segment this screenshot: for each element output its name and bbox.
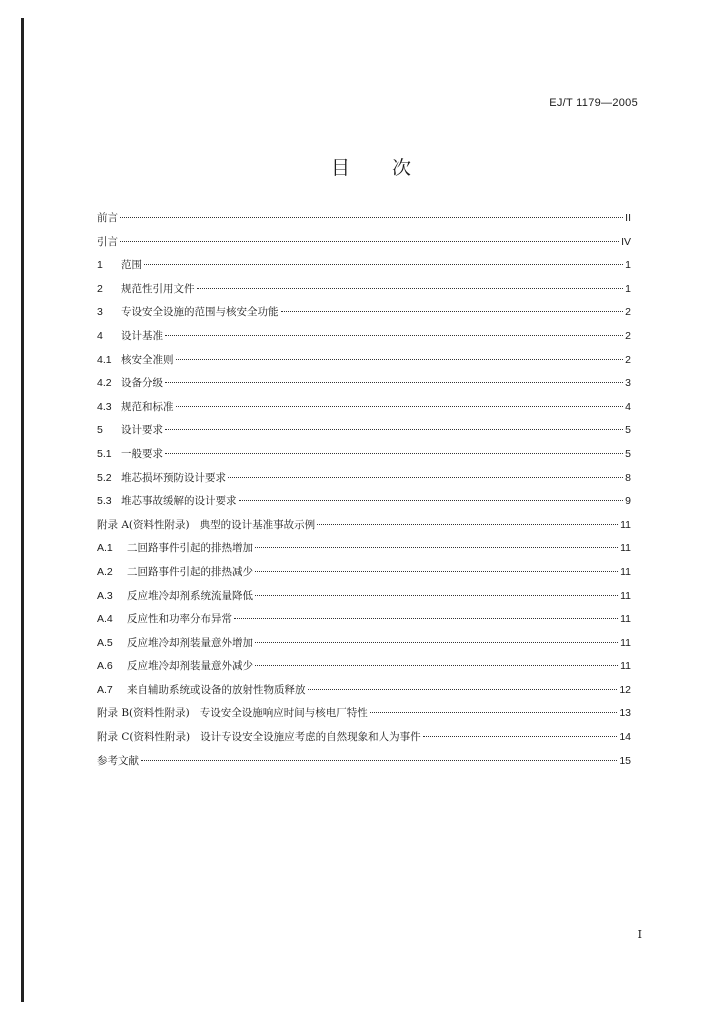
toc-entry-page: 14	[619, 731, 631, 744]
toc-entry-page: 11	[620, 518, 631, 531]
toc-entry-text: 专设安全设施的范围与核安全功能	[121, 306, 279, 319]
toc-entry-page: II	[625, 212, 631, 224]
toc-entry[interactable]	[97, 231, 631, 255]
toc-entry-number: A.3	[97, 589, 113, 602]
toc-entry-text: 来自辅助系统或设备的放射性物质释放	[127, 683, 306, 696]
toc-entry-text: 反应堆冷却剂系统流量降低	[127, 589, 253, 602]
toc-entry[interactable]	[97, 467, 631, 491]
toc-entry[interactable]	[97, 254, 631, 278]
toc-dot-leader	[120, 241, 619, 242]
toc-dot-leader	[176, 406, 624, 407]
toc-entry[interactable]	[97, 325, 631, 349]
toc-dot-leader	[370, 712, 618, 713]
toc-dot-leader	[281, 311, 624, 312]
toc-entry-page: 9	[625, 495, 631, 508]
toc-entry[interactable]	[97, 632, 631, 656]
toc-entry-label	[97, 608, 232, 632]
toc-entry[interactable]	[97, 207, 631, 231]
toc-entry[interactable]	[97, 585, 631, 609]
toc-entry-number: 5.1	[97, 447, 112, 460]
toc-entry-page: 2	[625, 306, 631, 319]
toc-entry-page: 13	[619, 707, 631, 720]
toc-entry-number: 1	[97, 259, 103, 272]
toc-entry-text: 反应堆冷却剂装量意外减少	[127, 660, 253, 673]
toc-entry-label	[97, 726, 421, 750]
toc-entry-text: 二回路事件引起的排热增加	[127, 542, 253, 555]
toc-entry-text: 核安全准则	[121, 353, 174, 366]
toc-entry-label	[97, 278, 195, 302]
toc-dot-leader	[317, 524, 618, 525]
toc-entry-label	[97, 702, 368, 726]
toc-entry-text: 堆芯损坏预防设计要求	[121, 471, 226, 484]
toc-entry-label	[97, 750, 139, 774]
toc-entry-text: 参考文献	[97, 754, 139, 767]
toc-entry-number: 4.3	[97, 400, 112, 413]
toc-dot-leader	[197, 288, 624, 289]
toc-entry-page: 1	[625, 259, 631, 272]
toc-entry-label	[97, 561, 253, 585]
toc-entry[interactable]	[97, 561, 631, 585]
toc-entry-page: 2	[625, 353, 631, 366]
toc-entry-text: 范围	[121, 259, 142, 272]
toc-entry-number: 4.1	[97, 353, 112, 366]
toc-entry-label	[97, 419, 163, 443]
toc-entry-label	[97, 537, 253, 561]
toc-entry-page: 11	[620, 613, 631, 626]
toc-entry-text: 设计要求	[121, 424, 163, 437]
toc-entry[interactable]	[97, 514, 631, 538]
toc-entry-label	[97, 514, 315, 538]
toc-entry[interactable]	[97, 419, 631, 443]
toc-dot-leader	[165, 429, 623, 430]
toc-entry-page: 5	[625, 424, 631, 437]
toc-entry-label	[97, 443, 163, 467]
document-code: EJ/T 1179—2005	[549, 97, 638, 109]
toc-entry-number: 2	[97, 282, 103, 295]
toc-entry-page: 11	[620, 660, 631, 673]
toc-entry[interactable]	[97, 750, 631, 774]
toc-entry[interactable]	[97, 490, 631, 514]
page-number: I	[637, 928, 642, 941]
toc-entry-page: 5	[625, 447, 631, 460]
toc-entry-number: 5	[97, 424, 103, 437]
toc-entry-number: 5.3	[97, 495, 112, 508]
toc-entry-text: 堆芯事故缓解的设计要求	[121, 495, 237, 508]
toc-entry-text: 前言	[97, 212, 118, 224]
toc-entry[interactable]	[97, 537, 631, 561]
table-of-contents	[97, 207, 631, 773]
toc-entry[interactable]	[97, 655, 631, 679]
toc-entry-text: 二回路事件引起的排热减少	[127, 565, 253, 578]
toc-entry-text: 一般要求	[121, 447, 163, 460]
toc-entry[interactable]	[97, 396, 631, 420]
toc-entry[interactable]	[97, 278, 631, 302]
toc-entry-text: 附录 A(资料性附录) 典型的设计基准事故示例	[97, 518, 316, 531]
toc-entry-text: 反应堆冷却剂装量意外增加	[127, 636, 253, 649]
toc-entry-page: 3	[625, 377, 631, 390]
toc-entry-label	[97, 655, 253, 679]
toc-entry-label	[97, 396, 174, 420]
toc-entry-number: A.1	[97, 542, 113, 555]
toc-entry-label	[97, 207, 118, 231]
toc-entry-label	[97, 490, 237, 514]
toc-dot-leader	[255, 595, 618, 596]
toc-entry-label	[97, 679, 306, 703]
toc-entry-number: 4	[97, 329, 103, 342]
toc-entry-number: 5.2	[97, 471, 112, 484]
toc-entry-label	[97, 585, 253, 609]
toc-entry-page: 1	[625, 282, 631, 295]
toc-entry[interactable]	[97, 349, 631, 373]
toc-dot-leader	[255, 547, 618, 548]
toc-entry-page: 12	[619, 683, 631, 696]
toc-entry-page: 4	[625, 400, 631, 413]
toc-dot-leader	[423, 736, 618, 737]
toc-entry[interactable]	[97, 702, 631, 726]
toc-dot-leader	[176, 359, 624, 360]
toc-entry-page: 11	[620, 542, 631, 555]
toc-entry[interactable]	[97, 726, 631, 750]
toc-dot-leader	[165, 453, 623, 454]
toc-entry-number: A.2	[97, 565, 113, 578]
toc-entry[interactable]	[97, 301, 631, 325]
toc-dot-leader	[255, 665, 618, 666]
toc-entry[interactable]	[97, 679, 631, 703]
toc-entry-page: 11	[620, 589, 631, 602]
toc-dot-leader	[120, 217, 623, 218]
toc-entry[interactable]	[97, 608, 631, 632]
toc-entry-text: 规范和标准	[121, 400, 174, 413]
toc-dot-leader	[255, 642, 618, 643]
toc-entry-label	[97, 231, 118, 255]
toc-dot-leader	[234, 618, 618, 619]
page-title: 目 次	[330, 157, 430, 179]
toc-dot-leader	[308, 689, 618, 690]
toc-entry-label	[97, 325, 163, 349]
toc-entry-text: 反应性和功率分布异常	[127, 613, 232, 626]
toc-entry-page: 11	[620, 565, 631, 578]
toc-dot-leader	[141, 760, 617, 761]
toc-entry-label	[97, 467, 226, 491]
toc-entry-text: 引言	[97, 235, 118, 248]
toc-dot-leader	[255, 571, 618, 572]
toc-dot-leader	[144, 264, 623, 265]
toc-entry-page: 11	[620, 636, 631, 649]
toc-entry-text: 规范性引用文件	[121, 282, 195, 295]
toc-entry-page: 2	[625, 329, 631, 342]
toc-dot-leader	[228, 477, 623, 478]
toc-entry-label	[97, 254, 142, 278]
toc-entry-number: 4.2	[97, 377, 112, 390]
toc-entry-number: A.7	[97, 683, 113, 696]
toc-entry-label	[97, 349, 174, 373]
toc-entry-page: 8	[625, 471, 631, 484]
toc-entry-text: 附录 C(资料性附录) 设计专设安全设施应考虑的自然现象和人为事件	[97, 731, 421, 744]
toc-entry-number: A.4	[97, 613, 113, 626]
toc-entry-page: IV	[621, 235, 631, 248]
toc-entry-number: A.5	[97, 636, 113, 649]
toc-dot-leader	[165, 335, 623, 336]
toc-entry-text: 附录 B(资料性附录) 专设安全设施响应时间与核电厂特性	[97, 707, 368, 720]
toc-entry[interactable]	[97, 443, 631, 467]
toc-entry-text: 设计基准	[121, 329, 163, 342]
toc-entry-label	[97, 372, 163, 396]
toc-entry-text: 设备分级	[121, 377, 163, 390]
toc-dot-leader	[239, 500, 624, 501]
toc-dot-leader	[165, 382, 623, 383]
toc-entry-label	[97, 301, 279, 325]
toc-entry[interactable]	[97, 372, 631, 396]
toc-entry-page: 15	[619, 754, 631, 767]
toc-entry-label	[97, 632, 253, 656]
toc-entry-number: A.6	[97, 660, 113, 673]
toc-entry-number: 3	[97, 306, 103, 319]
